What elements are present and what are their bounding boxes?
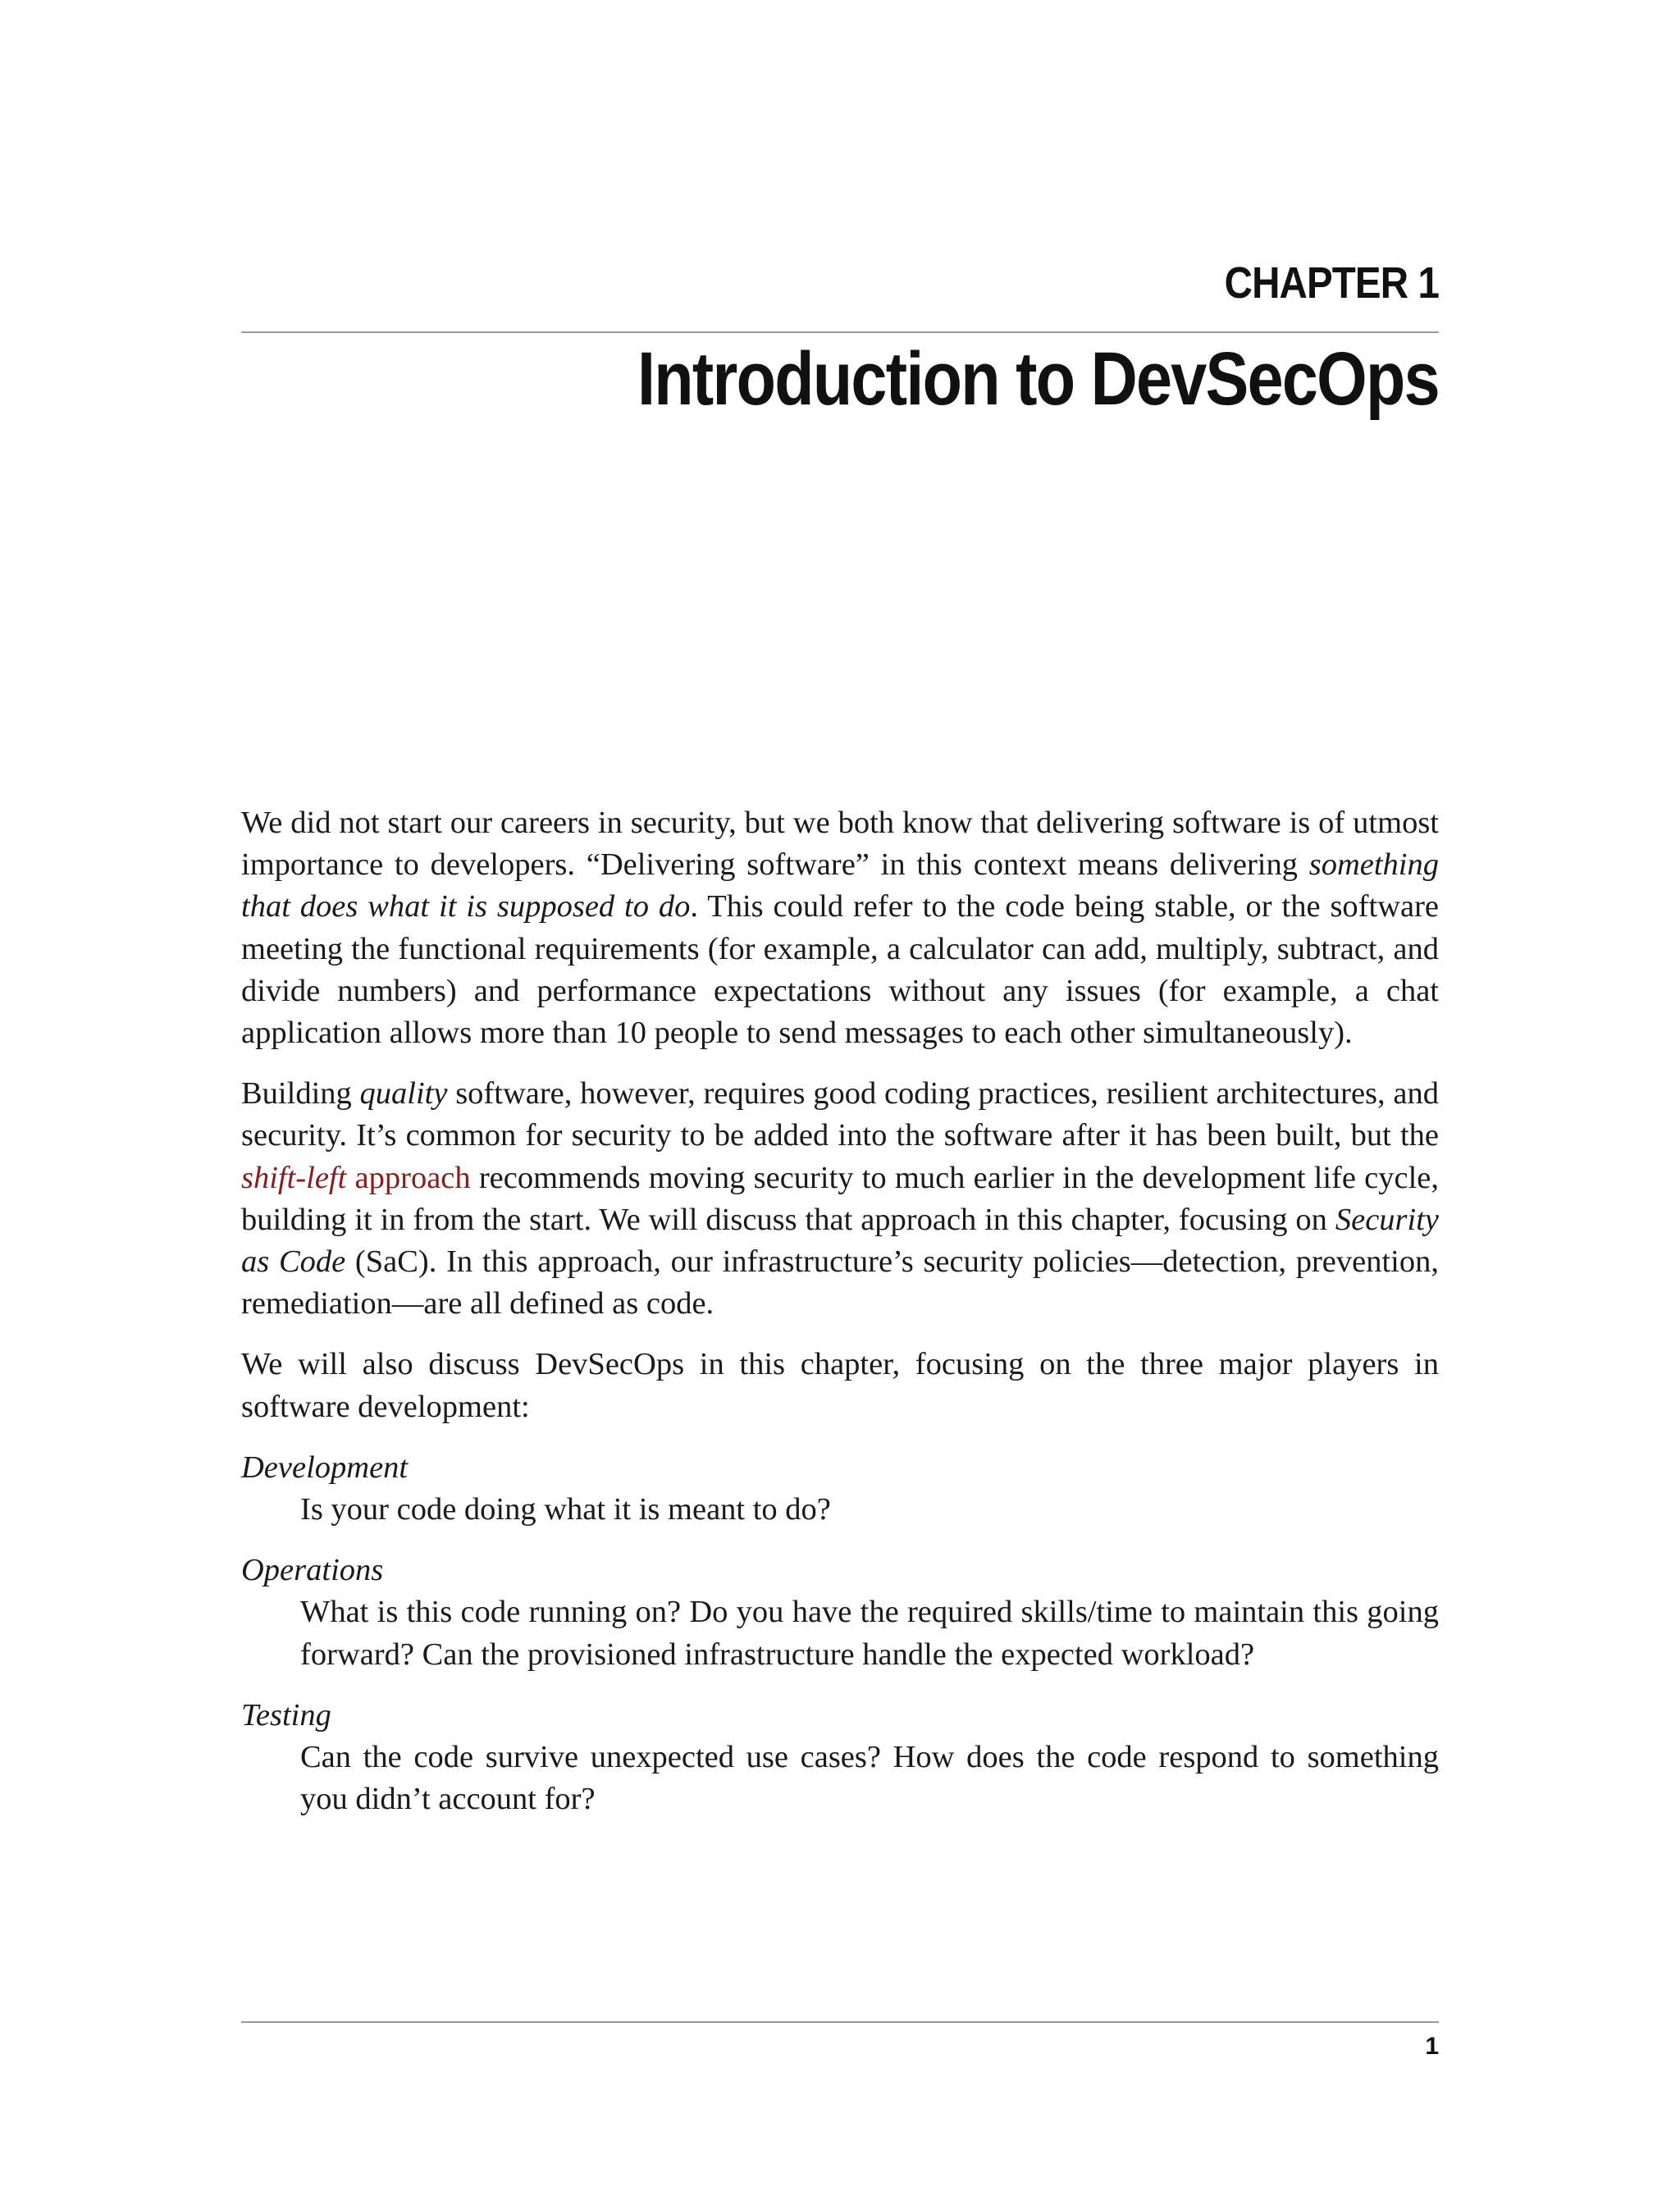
definition-term-development: Development: [241, 1449, 409, 1485]
book-page: [241, 0, 1439, 2205]
paragraph-players: We will also discuss DevSecOps in this chapter, focusing on the three major players in software development:: [241, 1347, 1439, 1424]
shift-left-link[interactable]: [241, 1161, 471, 1195]
definition-term-testing: Testing: [241, 1697, 331, 1732]
chapter-body: [241, 802, 1439, 1839]
chapter-divider: [241, 331, 1439, 333]
paragraph-quality-emphasis: quality: [359, 1076, 448, 1112]
shift-left-link-emphasis: shift-left: [241, 1160, 347, 1195]
chapter-label: CHAPTER 1: [1224, 258, 1439, 308]
security-as-code-term: Security as Code: [241, 1202, 1439, 1280]
page-number: 1: [1425, 2033, 1439, 2060]
paragraph-quality: [241, 1073, 1439, 1325]
paragraph-quality-text-d: (SaC). In this approach, our infrastructure’s security policies—detection, prevention, remediation—are all defined as code.: [241, 1244, 1439, 1322]
paragraph-intro-text-b: . This could refer to the code being stable, or the software meeting the functional requirements (for example, a calculator can add, multiply, subtract, and divide numbers) and performance expectations without any issues (for example, a chat application allows more than 10 people to send messages to each other simultaneously).: [241, 889, 1439, 1051]
definition-list: [241, 1447, 1439, 1821]
definition-desc-operations: What is this code running on? Do you have the required skills/time to maintain this going forward? Can the provisioned infrastructure handle the expected workload?: [300, 1595, 1439, 1672]
footer-divider: [241, 2021, 1439, 2023]
definition-desc-development: Is your code doing what it is meant to do?: [300, 1492, 831, 1527]
paragraph-intro: [241, 802, 1439, 1054]
definition-term-operations: Operations: [241, 1553, 384, 1588]
paragraph-quality-text-a: Building: [241, 1076, 360, 1112]
paragraph-intro-emphasis: something that does what it is supposed to do: [241, 847, 1439, 924]
shift-left-link-text: approach: [346, 1160, 471, 1195]
paragraph-quality-text-b: software, however, requires good coding practices, resilient architectures, and security. It’s common for security to be added into the software after it has been built, but the: [241, 1076, 1439, 1153]
chapter-title: Introduction to DevSecOps: [637, 337, 1439, 421]
paragraph-intro-text-a: We did not start our careers in security, but we both know that delivering software is of utmost importance to developers. “Delivering software” in this context means delivering: [241, 806, 1439, 883]
definition-desc-testing: Can the code survive unexpected use cases? How does the code respond to something you didn’t account for?: [300, 1740, 1439, 1817]
paragraph-quality-text-c: recommends moving security to much earlier in the development life cycle, building it in from the start. We will discuss that approach in this chapter, focusing on: [241, 1160, 1439, 1237]
